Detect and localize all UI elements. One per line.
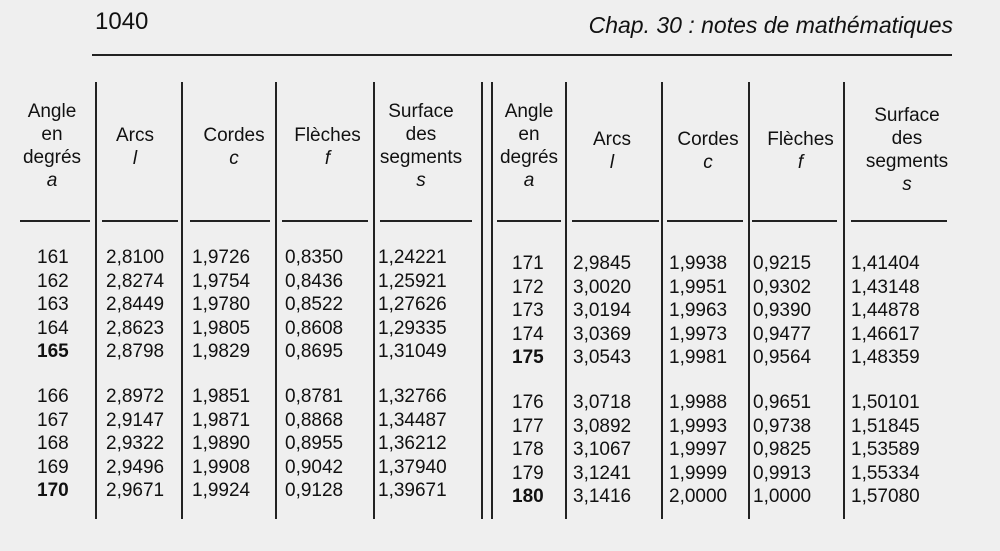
table-cell: 1,53589 xyxy=(851,439,920,460)
table-cell: 2,9496 xyxy=(106,456,165,478)
column-divider xyxy=(661,82,663,519)
table-cell: 0,8350 xyxy=(285,247,344,268)
header-underline xyxy=(380,220,472,222)
table-cell: 1,29335 xyxy=(378,317,447,339)
header-symbol: a xyxy=(523,170,535,191)
table-cell: 179 xyxy=(512,462,544,484)
header-line: Angle xyxy=(27,101,77,122)
table-cell: 1,24221 xyxy=(378,247,447,268)
table-cell: 169 xyxy=(37,456,69,478)
column-values-arcs xyxy=(573,252,638,370)
header-underline xyxy=(102,220,178,222)
header-symbol: a xyxy=(46,170,58,191)
table-cell: 1,9851 xyxy=(192,386,251,407)
column-header-fleches xyxy=(758,128,843,174)
table-cell: 168 xyxy=(37,433,69,454)
table-cell: 1,9871 xyxy=(192,409,251,431)
column-header-fleches xyxy=(285,124,370,170)
table-cell: 171 xyxy=(512,253,544,274)
header-underline xyxy=(572,220,659,222)
table-cell: 3,0369 xyxy=(573,323,632,345)
header-underline xyxy=(282,220,368,222)
header-symbol: c xyxy=(703,152,713,173)
header-line: Angle xyxy=(504,101,554,122)
table-cell: 1,9890 xyxy=(192,433,251,454)
table-cell: 174 xyxy=(512,323,544,345)
header-line: en xyxy=(518,124,540,145)
header-line: en xyxy=(41,124,63,145)
column-values-fleches xyxy=(753,391,818,509)
column-divider xyxy=(181,82,183,519)
column-divider xyxy=(843,82,845,519)
table-cell: 0,9477 xyxy=(753,323,812,345)
table-cell: 3,0718 xyxy=(573,392,632,413)
table-cell: 1,0000 xyxy=(753,486,812,507)
column-divider xyxy=(95,82,97,519)
column-values-arcs xyxy=(106,385,171,503)
header-underline xyxy=(497,220,561,222)
table-cell: 0,8781 xyxy=(285,386,344,407)
table-cell: 2,9147 xyxy=(106,409,165,431)
table-cell: 0,9825 xyxy=(753,439,812,460)
table-cell: 1,44878 xyxy=(851,300,920,321)
column-divider xyxy=(748,82,750,519)
header-symbol: s xyxy=(416,170,426,191)
column-values-surface xyxy=(378,246,458,364)
column-header-surface xyxy=(376,100,466,192)
table-cell: 2,0000 xyxy=(669,486,728,507)
header-symbol: s xyxy=(902,174,912,195)
table-cell: 1,46617 xyxy=(851,323,920,345)
header-symbol: l xyxy=(132,148,138,169)
header-line: Flèches xyxy=(294,125,361,146)
table-cell: 2,8449 xyxy=(106,294,165,315)
table-cell: 1,31049 xyxy=(378,341,447,362)
header-line: segments xyxy=(379,147,463,168)
table-cell: 2,8274 xyxy=(106,270,165,292)
table-cell: 1,25921 xyxy=(378,270,447,292)
table-cell: 1,43148 xyxy=(851,276,920,298)
table-cell: 3,0543 xyxy=(573,347,632,368)
header-line: degrés xyxy=(499,147,559,168)
column-header-cordes xyxy=(668,128,748,174)
table-cell: 0,8695 xyxy=(285,341,344,362)
table-cell: 1,37940 xyxy=(378,456,447,478)
table-cell: 1,9951 xyxy=(669,276,728,298)
table-cell: 1,36212 xyxy=(378,433,447,454)
table-cell: 0,9913 xyxy=(753,462,812,484)
column-values-cordes xyxy=(669,391,734,509)
column-divider xyxy=(373,82,375,519)
table-cell: 1,9988 xyxy=(669,392,728,413)
table-cell: 1,50101 xyxy=(851,392,920,413)
table-cell: 1,9780 xyxy=(192,294,251,315)
header-line: Arcs xyxy=(116,125,154,146)
table-cell: 1,9997 xyxy=(669,439,728,460)
table-cell: 3,0020 xyxy=(573,276,632,298)
table-cell: 175 xyxy=(512,347,544,368)
table-cell: 1,9981 xyxy=(669,347,728,368)
table-cell: 1,51845 xyxy=(851,415,920,437)
table-cell: 1,55334 xyxy=(851,462,920,484)
header-line: des xyxy=(891,128,923,149)
table-cell: 165 xyxy=(37,341,69,362)
header-symbol: l xyxy=(609,152,615,173)
table-cell: 1,27626 xyxy=(378,294,447,315)
header-symbol: c xyxy=(229,148,239,169)
column-header-cordes xyxy=(195,124,273,170)
table-cell: 1,9999 xyxy=(669,462,728,484)
column-values-cordes xyxy=(192,385,257,503)
table-cell: 166 xyxy=(37,386,69,407)
column-divider xyxy=(481,82,483,519)
header-line: Surface xyxy=(874,105,940,126)
header-underline xyxy=(190,220,270,222)
column-header-angle xyxy=(497,100,561,192)
header-symbol: f xyxy=(324,148,331,169)
column-values-cordes xyxy=(192,246,257,364)
table-cell: 1,57080 xyxy=(851,486,920,507)
table-cell: 1,9973 xyxy=(669,323,728,345)
table-cell: 0,9042 xyxy=(285,456,344,478)
table-cell: 0,9651 xyxy=(753,392,812,413)
header-line: Surface xyxy=(388,101,454,122)
table-cell: 0,8955 xyxy=(285,433,344,454)
column-values-arcs xyxy=(106,246,171,364)
table-cell: 3,0194 xyxy=(573,300,632,321)
header-underline xyxy=(851,220,947,222)
header-line: Cordes xyxy=(203,125,265,146)
table-cell: 1,41404 xyxy=(851,253,920,274)
column-divider xyxy=(275,82,277,519)
table-cell: 177 xyxy=(512,415,544,437)
chapter-title: Chap. 30 : notes de mathématiques xyxy=(588,12,953,38)
table-cell: 162 xyxy=(37,270,69,292)
table-cell: 1,9924 xyxy=(192,480,251,501)
column-divider xyxy=(491,82,493,519)
table-cell: 3,0892 xyxy=(573,415,632,437)
table-cell: 3,1241 xyxy=(573,462,632,484)
table-cell: 0,9564 xyxy=(753,347,812,368)
column-header-angle xyxy=(20,100,84,192)
column-values-fleches xyxy=(753,252,818,370)
header-line: Flèches xyxy=(767,129,834,150)
table-cell: 0,8522 xyxy=(285,294,344,315)
column-values-angle xyxy=(37,385,77,503)
table-cell: 167 xyxy=(37,409,69,431)
table-cell: 164 xyxy=(37,317,69,339)
column-values-surface xyxy=(851,252,931,370)
header-symbol: f xyxy=(797,152,804,173)
column-values-fleches xyxy=(285,385,350,503)
header-rule xyxy=(92,54,952,56)
page-number: 1040 xyxy=(95,8,149,35)
table-cell: 2,9322 xyxy=(106,433,165,454)
column-values-fleches xyxy=(285,246,350,364)
column-divider xyxy=(565,82,567,519)
table-cell: 1,48359 xyxy=(851,347,920,368)
table-cell: 2,9845 xyxy=(573,253,632,274)
header-line: Arcs xyxy=(593,129,631,150)
column-values-arcs xyxy=(573,391,638,509)
table-cell: 2,8100 xyxy=(106,247,165,268)
header-underline xyxy=(20,220,90,222)
column-values-cordes xyxy=(669,252,734,370)
table-cell: 1,9829 xyxy=(192,341,251,362)
table-cell: 2,9671 xyxy=(106,480,165,501)
table-cell: 1,9754 xyxy=(192,270,251,292)
column-values-surface xyxy=(378,385,458,503)
table-cell: 1,9993 xyxy=(669,415,728,437)
table-cell: 1,32766 xyxy=(378,386,447,407)
table-cell: 161 xyxy=(37,247,69,268)
table-cell: 2,8623 xyxy=(106,317,165,339)
table-cell: 180 xyxy=(512,486,544,507)
column-header-surface xyxy=(862,104,952,196)
column-header-arcs xyxy=(592,128,632,174)
table-cell: 1,9963 xyxy=(669,300,728,321)
table-cell: 0,8608 xyxy=(285,317,344,339)
header-line: degrés xyxy=(22,147,82,168)
table-cell: 0,9302 xyxy=(753,276,812,298)
table-cell: 1,9805 xyxy=(192,317,251,339)
column-values-angle xyxy=(512,391,552,509)
table-cell: 0,9390 xyxy=(753,300,812,321)
column-header-arcs xyxy=(115,124,155,170)
column-values-angle xyxy=(512,252,552,370)
table-cell: 0,9128 xyxy=(285,480,344,501)
table-cell: 1,39671 xyxy=(378,480,447,501)
table-cell: 1,9726 xyxy=(192,247,251,268)
table-cell: 2,8972 xyxy=(106,386,165,407)
table-cell: 2,8798 xyxy=(106,341,165,362)
table-cell: 0,9215 xyxy=(753,253,812,274)
header-underline xyxy=(752,220,837,222)
header-underline xyxy=(667,220,743,222)
table-cell: 173 xyxy=(512,300,544,321)
table-cell: 0,8436 xyxy=(285,270,344,292)
table-cell: 176 xyxy=(512,392,544,413)
table-cell: 0,9738 xyxy=(753,415,812,437)
table-cell: 3,1067 xyxy=(573,439,632,460)
table-cell: 172 xyxy=(512,276,544,298)
header-line: segments xyxy=(865,151,949,172)
table-cell: 1,9938 xyxy=(669,253,728,274)
column-values-angle xyxy=(37,246,77,364)
header-line: Cordes xyxy=(677,129,739,150)
table-cell: 1,9908 xyxy=(192,456,251,478)
header-line: des xyxy=(405,124,437,145)
table-cell: 170 xyxy=(37,480,69,501)
table-cell: 1,34487 xyxy=(378,409,447,431)
table-cell: 178 xyxy=(512,439,544,460)
table-cell: 0,8868 xyxy=(285,409,344,431)
table-cell: 3,1416 xyxy=(573,486,632,507)
column-values-surface xyxy=(851,391,931,509)
table-cell: 163 xyxy=(37,294,69,315)
